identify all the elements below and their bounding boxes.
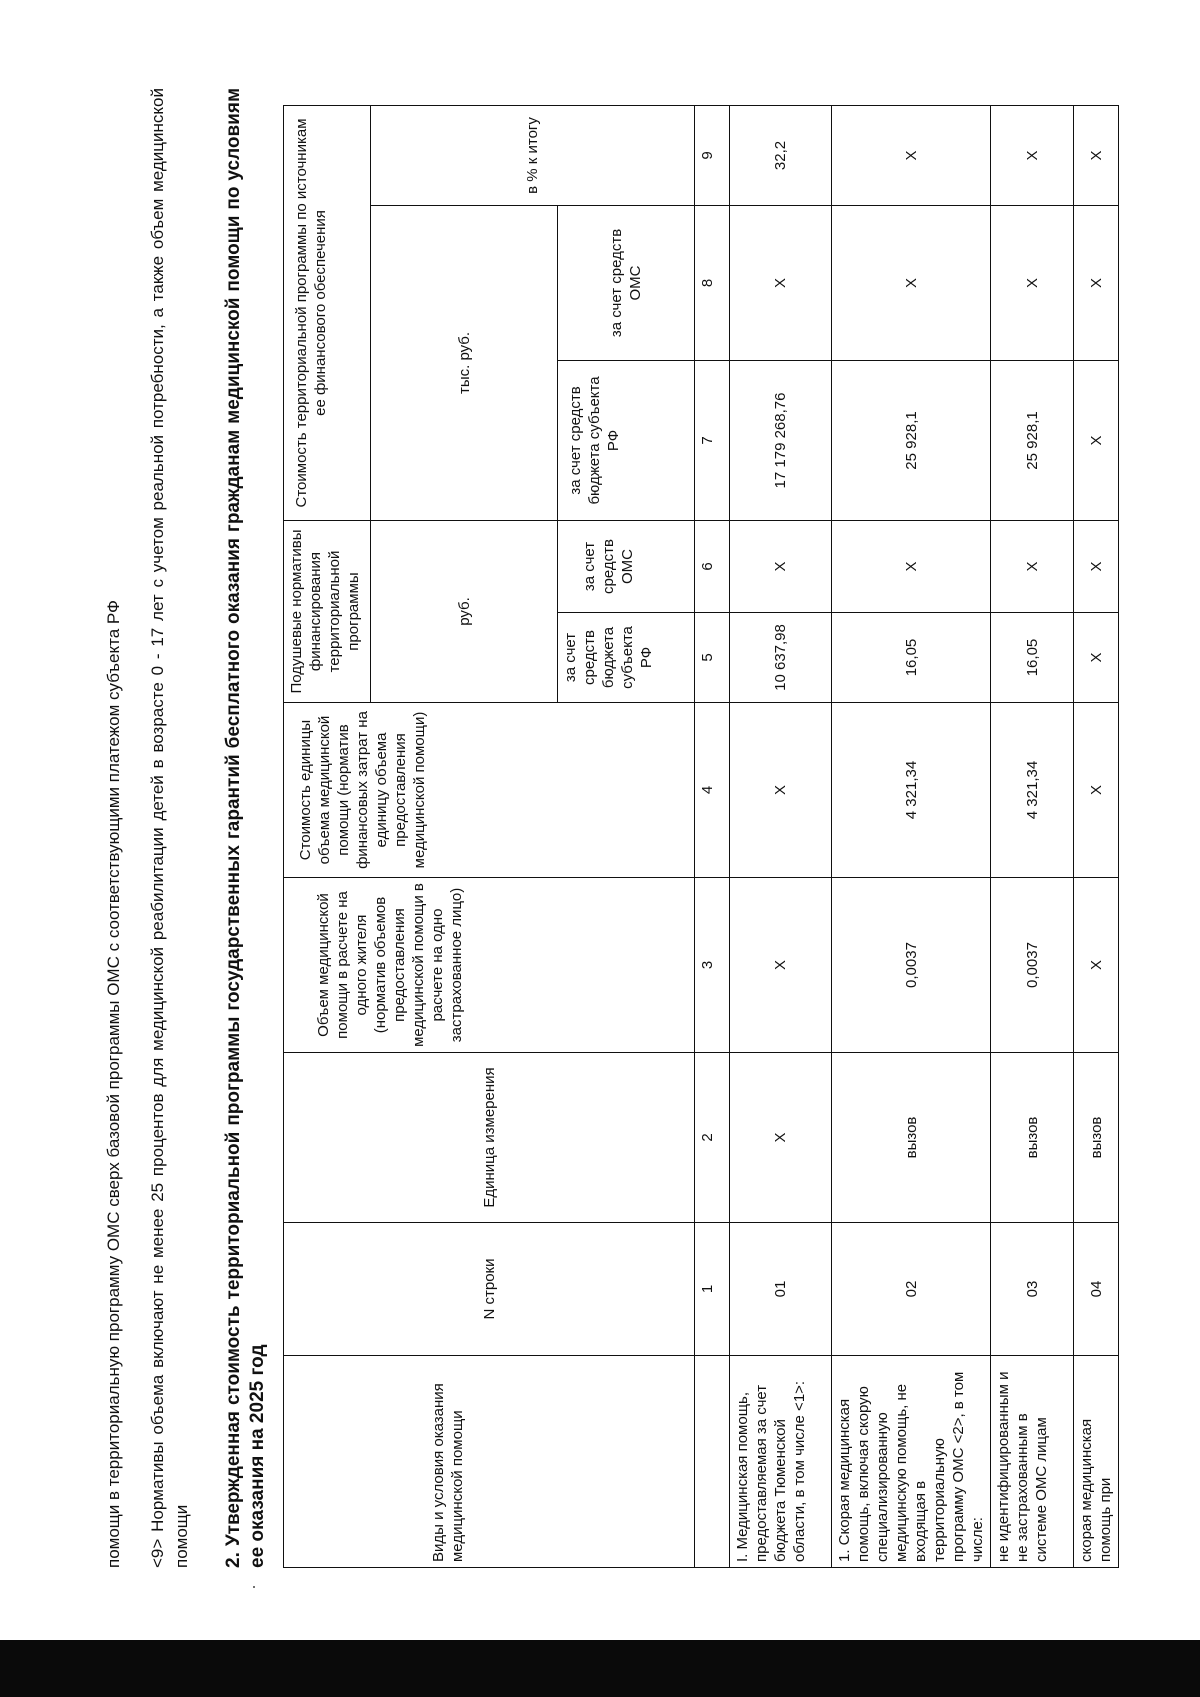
cell-unit: вызов [832,1053,991,1223]
cell-cost-oms: X [832,205,991,360]
header-volume: Объем медицинской помощи в расчете на одного жителя (норматив объемов предоставления медицинской помощи в расчете на одно застрахованное лицо) [284,878,695,1053]
col-number: 1 [695,1223,730,1356]
table-row [730,105,832,1567]
cell-cost-pct: 32,2 [730,105,832,205]
header-percap-oms: за счет средств ОМС [558,520,695,612]
cost-table [283,105,1119,1568]
cell-cost-unit: X [730,703,832,878]
section-title: 2. Утвержденная стоимость территориальной программы государственных гарантий бесплатного оказания гражданам медицинской помощи по условиям ее оказания на 2025 год [223,88,268,1568]
cell-cost-unit: 4 321,34 [832,703,991,878]
header-kind: Виды и условия оказания медицинской помощи [284,1356,695,1568]
cell-unit: X [730,1053,832,1223]
header-cost-pct: в % к итогу [371,105,695,205]
cell-cost-oms: X [1074,205,1119,360]
cell-volume: 0,0037 [991,878,1074,1053]
cell-cost-budget: 17 179 268,76 [730,360,832,520]
cell-row-no: 03 [991,1223,1074,1356]
col-number: 4 [695,703,730,878]
cell-percap-oms: X [991,520,1074,612]
header-percap-unit: руб. [371,520,558,702]
cell-cost-unit: 4 321,34 [991,703,1074,878]
cell-cost-budget: 25 928,1 [991,360,1074,520]
footnote: <9> Нормативы объема включают не менее 25 процентов для медицинской реабилитации детей в возрасте 0 - 17 лет с учетом реальной потребности, а также объем медицинской помощи [148,88,191,1568]
header-cost-oms: за счет средств ОМС [558,205,695,360]
header-line: помощи в территориальную программу ОМС сверх базовой программы ОМС с соответствующими платежом субъекта РФ [104,600,123,1568]
cell-cost-oms: X [730,205,832,360]
header-percap-budget: за счет средств бюджета субъекта РФ [558,613,695,703]
cell-cost-oms: X [991,205,1074,360]
cell-cost-pct: X [832,105,991,205]
header-unit: Единица измерения [284,1053,695,1223]
header-cost-total: Стоимость территориальной программы по источникам ее финансового обеспечения [284,105,371,520]
header-cost-budget: за счет средств бюджета субъекта РФ [558,360,695,520]
col-number: 9 [695,105,730,205]
col-number: 7 [695,360,730,520]
cell-cost-pct: X [1074,105,1119,205]
cell-kind: скорая медицинская помощь при [1074,1356,1119,1568]
cell-cost-unit: X [1074,703,1119,878]
cell-unit: вызов [991,1053,1074,1223]
cell-row-no: 04 [1074,1223,1119,1356]
scan-border-band [0,1640,1200,1697]
cell-kind: 1. Скорая медицинская помощь, включая скорую специализированную медицинскую помощь, не входящая в территориальную программу ОМС <2>, в том числе: [832,1356,991,1568]
header-row [284,105,371,1567]
cell-unit: вызов [1074,1053,1119,1223]
table-row [991,105,1074,1567]
cell-kind: не идентифицированным и не застрахованным в системе ОМС лицам [991,1356,1074,1568]
cell-row-no: 01 [730,1223,832,1356]
cell-percap-oms: X [730,520,832,612]
cell-volume: X [1074,878,1119,1053]
table-row [1074,105,1119,1567]
col-number: 3 [695,878,730,1053]
cell-kind: I. Медицинская помощь, предоставляемая за счет бюджета Тюменской области, в том числе <1>: [730,1356,832,1568]
cell-percap-budget: 10 637,98 [730,613,832,703]
header-row-no: N строки [284,1223,695,1356]
cell-percap-budget: 16,05 [832,613,991,703]
col-number: 8 [695,205,730,360]
cell-volume: X [730,878,832,1053]
cell-percap-oms: X [832,520,991,612]
cell-volume: 0,0037 [832,878,991,1053]
table-row [832,105,991,1567]
cell-cost-budget: 25 928,1 [832,360,991,520]
cell-row-no: 02 [832,1223,991,1356]
cell-percap-budget: 16,05 [991,613,1074,703]
column-number-row [695,105,730,1567]
col-number: 5 [695,613,730,703]
col-number: 6 [695,520,730,612]
header-cost-unit: Стоимость единицы объема медицинской помощи (норматив финансовых затрат на единицу объема предоставления медицинской помощи) [284,703,695,878]
cell-percap-oms: X [1074,520,1119,612]
col-number-blank [695,1356,730,1568]
cell-percap-budget: X [1074,613,1119,703]
scan-speck [253,1586,255,1588]
cell-cost-budget: X [1074,360,1119,520]
col-number: 2 [695,1053,730,1223]
cell-cost-pct: X [991,105,1074,205]
header-percap: Подушевые нормативы финансирования территориальной программы [284,520,371,702]
header-cost-unit-label: тыс. руб. [371,205,558,520]
